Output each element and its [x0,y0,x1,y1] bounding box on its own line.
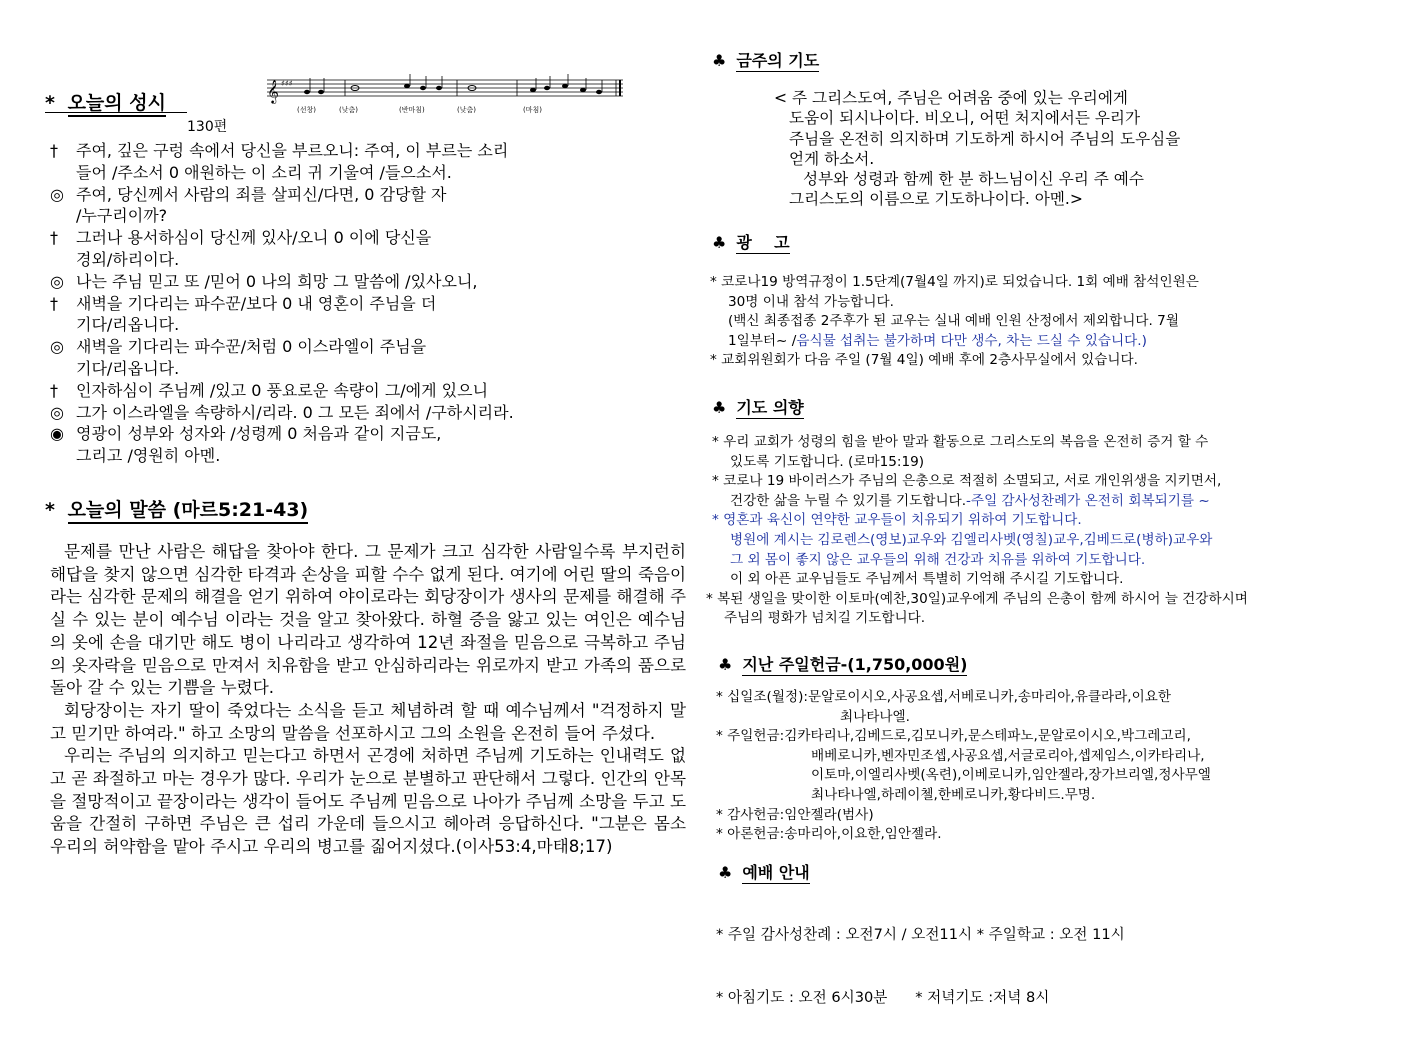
word-header [45,495,308,522]
ads-line-highlight: 음식물 섭취는 불가하며 다만 생수, 차는 드실 수 있습니다.) [796,332,1147,349]
chant-label: (마침) [523,106,542,114]
svg-text:♯♯♯: ♯♯♯ [281,79,293,88]
chant-staff [267,74,627,114]
psalm-star: * [45,92,55,114]
word-title: 오늘의 말씀 [67,499,166,521]
psalm-line: 주여, 당신께서 사람의 죄를 살피신/다면, 0 감당할 자 [76,184,447,204]
psalm-line: 그리고 /영원히 아멘. [76,446,221,466]
ads-header [712,230,790,253]
club-icon: ♣ [718,655,733,674]
worship-line: * 아침기도 : 오전 6시30분 * 저녁기도 :저녁 8시 [716,989,1050,1006]
prayer-header [712,48,819,71]
prayer-line: 주님을 온전히 의지하며 기도하게 하시어 주님의 도우심을 [789,129,1181,148]
intention-line-highlight: -주일 감사성찬례가 온전히 회복되기를 ~ [966,492,1210,509]
psalm-mark: ◎ [50,402,64,422]
psalm-body [50,140,514,467]
offering-title: 지난 주일헌금-(1,750,000원) [742,655,968,674]
chant-label: (낮춤) [457,106,476,114]
club-icon: ♣ [712,51,727,70]
psalm-mark: † [50,293,58,313]
psalm-mark: ◎ [50,184,64,204]
word-star: * [45,499,55,521]
intention-line: 병원에 계시는 김로렌스(영보)교우와 김엘리사벳(영칠)교우,김베드로(병하)교우와 [730,531,1213,548]
intention-line: * 우리 교회가 성령의 힘을 받아 말과 활동으로 그리스도의 복음을 온전히 증거 할 수 [712,434,1209,450]
offering-body [716,688,1211,845]
offering-line: * 주일헌금:김카타리나,김베드로,김모니카,문스테파노,문알로이시오,박그레고리, [716,728,1191,745]
offering-header [718,652,967,675]
psalm-line: 주여, 깊은 구렁 속에서 당신을 부르오니: 주여, 이 부르는 소리 [76,141,509,160]
prayer-line: 얻게 하소서. [789,149,875,168]
intention-line: * 영혼과 육신이 연약한 교우들이 치유되기 위하여 기도합니다. [712,512,1082,529]
prayer-line: 도움이 되시나이다. 비오니, 어떤 처지에서든 우리가 [789,109,1141,128]
psalm-mark: ◉ [50,424,64,444]
intention-line: * 복된 생일을 맞이한 이토마(예찬,30일)교우에게 주님의 은총이 함께 하시어 늘 건강하시며 [706,590,1248,607]
intention-line: 이 외 아픈 교우님들도 주님께서 특별히 기억해 주시길 기도합니다. [730,571,1124,588]
psalm-title-rule [45,112,187,113]
word-paragraph: 회당장이는 자기 딸이 죽었다는 소식을 듣고 체념하려 할 때 예수님께서 "걱정하지 말고 믿기만 하여라." 하고 소망의 말씀을 선포하시고 그의 소원을 온전히 들어 주셨다. [50,700,686,743]
psalm-line: 그러나 용서하심이 당신께 있사/오니 0 이에 당신을 [76,228,432,248]
ads-line: * 교회위원회가 다음 주일 (7월 4일) 예배 후에 2층사무실에서 있습니다. [710,352,1138,369]
psalm-number: 130편 [187,119,228,135]
psalm-line: /누구리이까? [76,206,168,226]
psalm-line: 기다/리옵니다. [76,315,180,335]
worship-header [718,860,810,883]
intention-line: 건강한 삶을 누릴 수 있기를 기도합니다. [730,492,967,509]
psalm-mark: ◎ [50,337,64,357]
club-icon: ♣ [712,398,727,417]
prayer-line: < 주 그리스도여, 주님은 어려움 중에 있는 우리에게 [774,89,1128,107]
chant-label: (선창) [297,106,316,114]
intentions-header [712,395,804,418]
prayer-body [774,88,1180,210]
offering-line: * 십일조(월정):문알로이시오,사공요셉,서베로니카,송마리아,유클라라,이요한 [716,689,1171,705]
intentions-title: 기도 의향 [736,398,804,417]
psalm-line: 나는 주님 믿고 또 /믿어 0 나의 희망 그 말씀에 /있사오니, [76,271,478,291]
psalm-line: 영광이 성부와 성자와 /성령께 0 처음과 같이 지금도, [76,424,442,444]
psalm-header [45,88,166,115]
offering-line: 이토마,이엘리사벳(옥련),이베로니카,임안젤라,장가브리엘,정사무엘 [811,767,1211,784]
worship-body [716,882,1125,1050]
psalm-line: 인자하심이 주님께 /있고 0 풍요로운 속량이 그/에게 있으니 [76,380,489,400]
offering-line: 최나타나엘,하레이첼,한베로니카,황다비드.무명. [811,786,1096,803]
intention-line: 있도록 기도합니다. (로마15:19) [730,453,925,470]
psalm-mark: † [50,380,58,400]
chant-label: (낮춤) [339,106,358,114]
worship-line: * 주일 감사성찬례 : 오전7시 / 오전11시 * 주일학교 : 오전 11시 [716,926,1125,943]
chant-staff-svg [267,74,627,114]
psalm-line: 그가 이스라엘을 속량하시/리라. 0 그 모든 죄에서 /구하시리라. [76,402,514,422]
intentions-body [706,433,1248,629]
psalm-mark: † [50,141,58,160]
prayer-title: 금주의 기도 [736,51,820,70]
ads-title: 광 고 [736,233,790,252]
word-paragraph: 우리는 주님의 의지하고 믿는다고 하면서 곤경에 처하면 주님께 기도하는 인내력도 없고 곧 좌절하고 마는 경우가 많다. 우리가 눈으로 분별하고 판단해서 그렇다. 인간의 안목을 절망적이고 끝장이라는 생각이 들어도 주님께 믿음으로 나아가 주님께 소망을 두고 도움을 간절히 구하면 주님은 큰 섭리 가운데 들으시고 헤아려 응답하신다. "그분은 몸소 우리의 허약함을 맡아 주시고 우리의 병고를 짊어지셨다.(이사53:4,마태8;17) [50,746,686,857]
offering-line: * 아론헌금:송마리아,이요한,임안젤라. [716,826,942,843]
psalm-line: 기다/리옵니다. [76,358,180,378]
ads-line: 1일부터~ / [728,332,797,349]
psalm-line: 경외/하리이다. [76,249,180,269]
word-body [50,541,686,859]
prayer-line: 성부와 성령과 함께 한 분 하느님이신 우리 주 예수 [803,170,1144,189]
intention-line: * 코로나 19 바이러스가 주님의 은총으로 적절히 소멸되고, 서로 개인위생을 지키면서, [712,473,1222,490]
intention-line: 그 외 몸이 좋지 않은 교우들의 위해 건강과 치유를 위하여 기도합니다. [730,551,1146,568]
word-ref: (마르5:21-43) [172,499,309,521]
psalm-line: 새벽을 기다리는 파수꾼/보다 0 내 영혼이 주님을 더 [76,293,437,313]
psalm-title: 오늘의 성시 [68,92,166,117]
ads-body [710,273,1199,371]
chant-label: (반마침) [399,106,425,114]
worship-title: 예배 안내 [742,863,810,882]
psalm-line: 새벽을 기다리는 파수꾼/처럼 0 이스라엘이 주님을 [76,337,427,357]
offering-line: * 감사헌금:임안젤라(범사) [716,806,874,823]
svg-text:𝄞: 𝄞 [267,79,279,103]
intention-line: 주님의 평화가 넘치길 기도합니다. [724,610,926,627]
psalm-mark: ◎ [50,271,64,291]
psalm-line: 들어 /주소서 0 애원하는 이 소리 귀 기울여 /들으소서. [76,162,452,182]
offering-line: 배베로니카,벤자민조셉,사공요셉,서글로리아,셉제임스,이카타리나, [811,747,1205,764]
psalm-mark: † [50,228,58,248]
club-icon: ♣ [718,863,733,882]
prayer-line: 그리스도의 이름으로 기도하나이다. 아멘.> [789,190,1083,209]
ads-line: (백신 최종접종 2주후가 된 교우는 실내 예배 인원 산정에서 제외합니다. 7월 [728,313,1179,330]
word-paragraph: 문제를 만난 사람은 해답을 찾아야 한다. 그 문제가 크고 심각한 사람일수록 부지런히 해답을 찾지 않으면 심각한 타격과 손상을 피할 수수 없게 된다. 여기에 어린 딸의 죽음이라는 심각한 문제의 해결을 얻기 위하여 야이로라는 회당장이가 생사의 문제를 해결해 주실 수 있는 분이 예수님 이라는 것을 알고 찾아왔다. 하혈 증을 앓고 있는 여인은 예수님의 옷에 손을 대기만 해도 병이 나리라고 생각하여 12년 좌절을 믿음으로 극복하고 주님의 옷자락을 믿음으로 만져서 치유함을 받고 안심하리라는 위로까지 받고 가족의 품으로 돌아 갈 수 있는 기쁨을 누렸다. [50,542,686,698]
offering-line: 최나타나엘. [840,708,910,725]
club-icon: ♣ [712,233,727,252]
ads-line: 30명 이내 참석 가능합니다. [728,293,894,310]
ads-line: * 코로나19 방역규정이 1.5단계(7월4일 까지)로 되었습니다. 1회 예배 참석인원은 [710,274,1199,290]
